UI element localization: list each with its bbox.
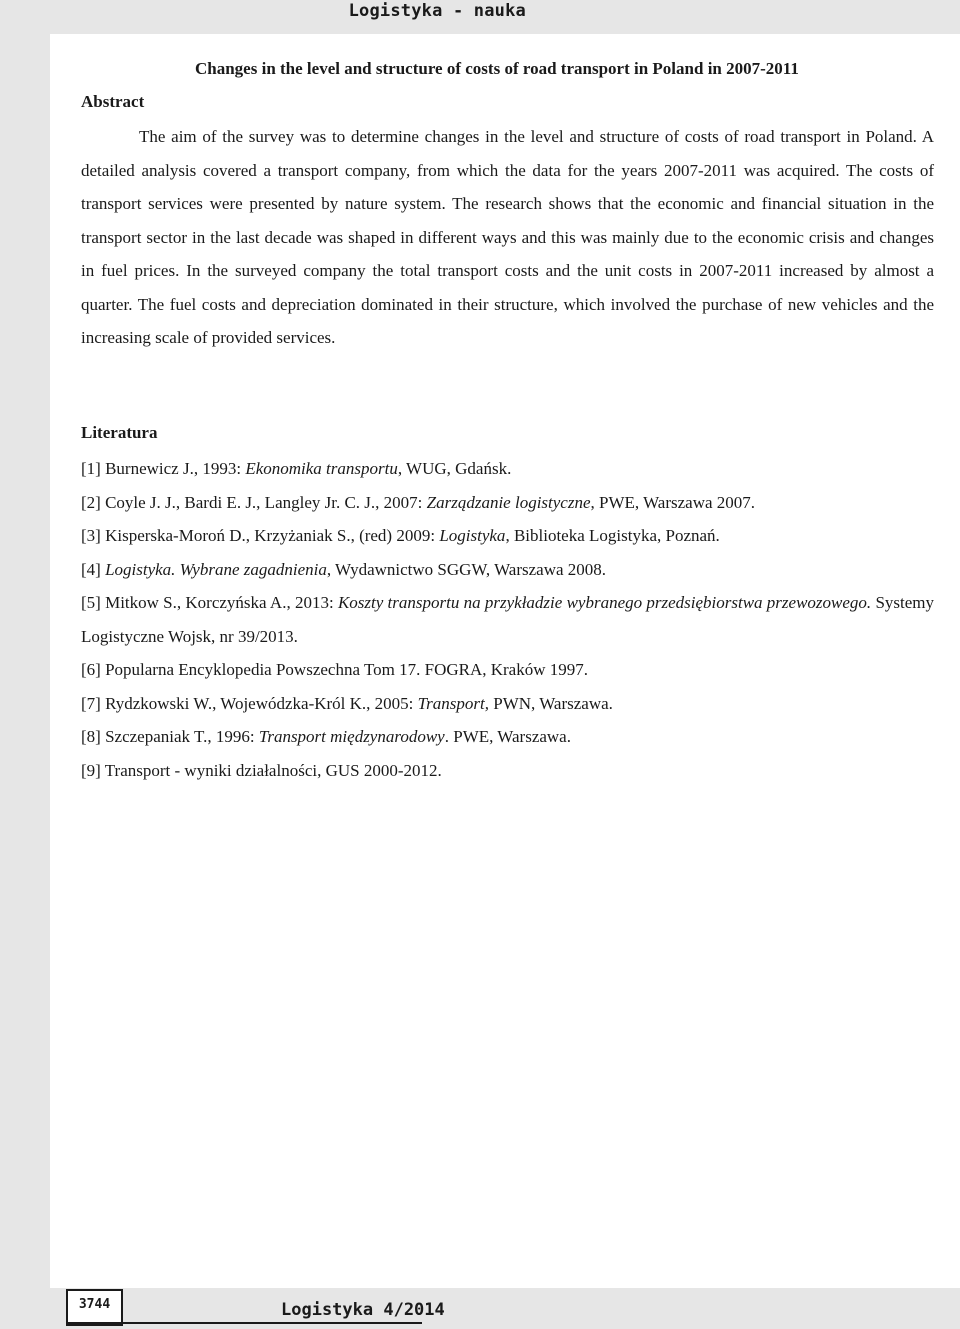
page-number: 3744 [78,1297,111,1312]
abstract-text: The aim of the survey was to determine changes in the level and structure of costs of road transport in Poland. A detailed analysis covered a transport company, from which the data for the years 2007-2011 was acquired. The costs of transport services were presented by nature system. The research shows that the economic and financial situation in the transport sector in the last decade was shaped in different ways and this was mainly due to the economic crisis and changes in fuel prices. In the surveyed company the total transport costs and the unit costs in 2007-2011 increased by almost a quarter. The fuel costs and depreciation dominated in their structure, which involved the purchase of new vehicles and the increasing scale of provided services. [81,127,934,347]
reference-item: [3] Kisperska-Moroń D., Krzyżaniak S., (red) 2009: Logistyka, Biblioteka Logistyka, Poznań. [81,526,720,545]
paper-title: Changes in the level and structure of costs of road transport in Poland in 2007-2011 [195,59,799,78]
reference-item: [6] Popularna Encyklopedia Powszechna Tom 17. FOGRA, Kraków 1997. [81,660,588,679]
journal-header: Logistyka - nauka [348,1,526,21]
reference-item: [2] Coyle J. J., Bardi E. J., Langley Jr. C. J., 2007: Zarządzanie logistyczne, PWE, Warszawa 2007. [81,492,756,512]
footer-rule [66,1322,422,1324]
reference-list [81,452,934,787]
reference-item: [4] Logistyka. Wybrane zagadnienia, Wydawnictwo SGGW, Warszawa 2008. [81,559,607,579]
reference-item: [1] Burnewicz J., 1993: Ekonomika transportu, WUG, Gdańsk. [81,459,512,478]
reference-item: [8] Szczepaniak T., 1996: Transport międzynarodowy. PWE, Warszawa. [81,727,571,746]
reference-item: [7] Rydzkowski W., Wojewódzka-Król K., 2005: Transport, PWN, Warszawa. [81,693,613,713]
top-bar [0,0,960,34]
reference-item: [9] Transport - wyniki działalności, GUS 2000-2012. [81,760,442,780]
footer-journal: Logistyka 4/2014 [281,1300,445,1320]
left-margin-strip [0,34,50,1329]
literature-heading: Literatura [81,423,158,442]
reference-item: [5] Mitkow S., Korczyńska A., 2013: Koszty transportu na przykładzie wybranego przedsiębiorstwa przewozowego. Systemy Logistyczne Wojsk, nr 39/2013. [81,593,935,646]
page-number-box [66,1289,123,1326]
abstract-heading: Abstract [81,92,145,111]
page [50,34,960,1288]
